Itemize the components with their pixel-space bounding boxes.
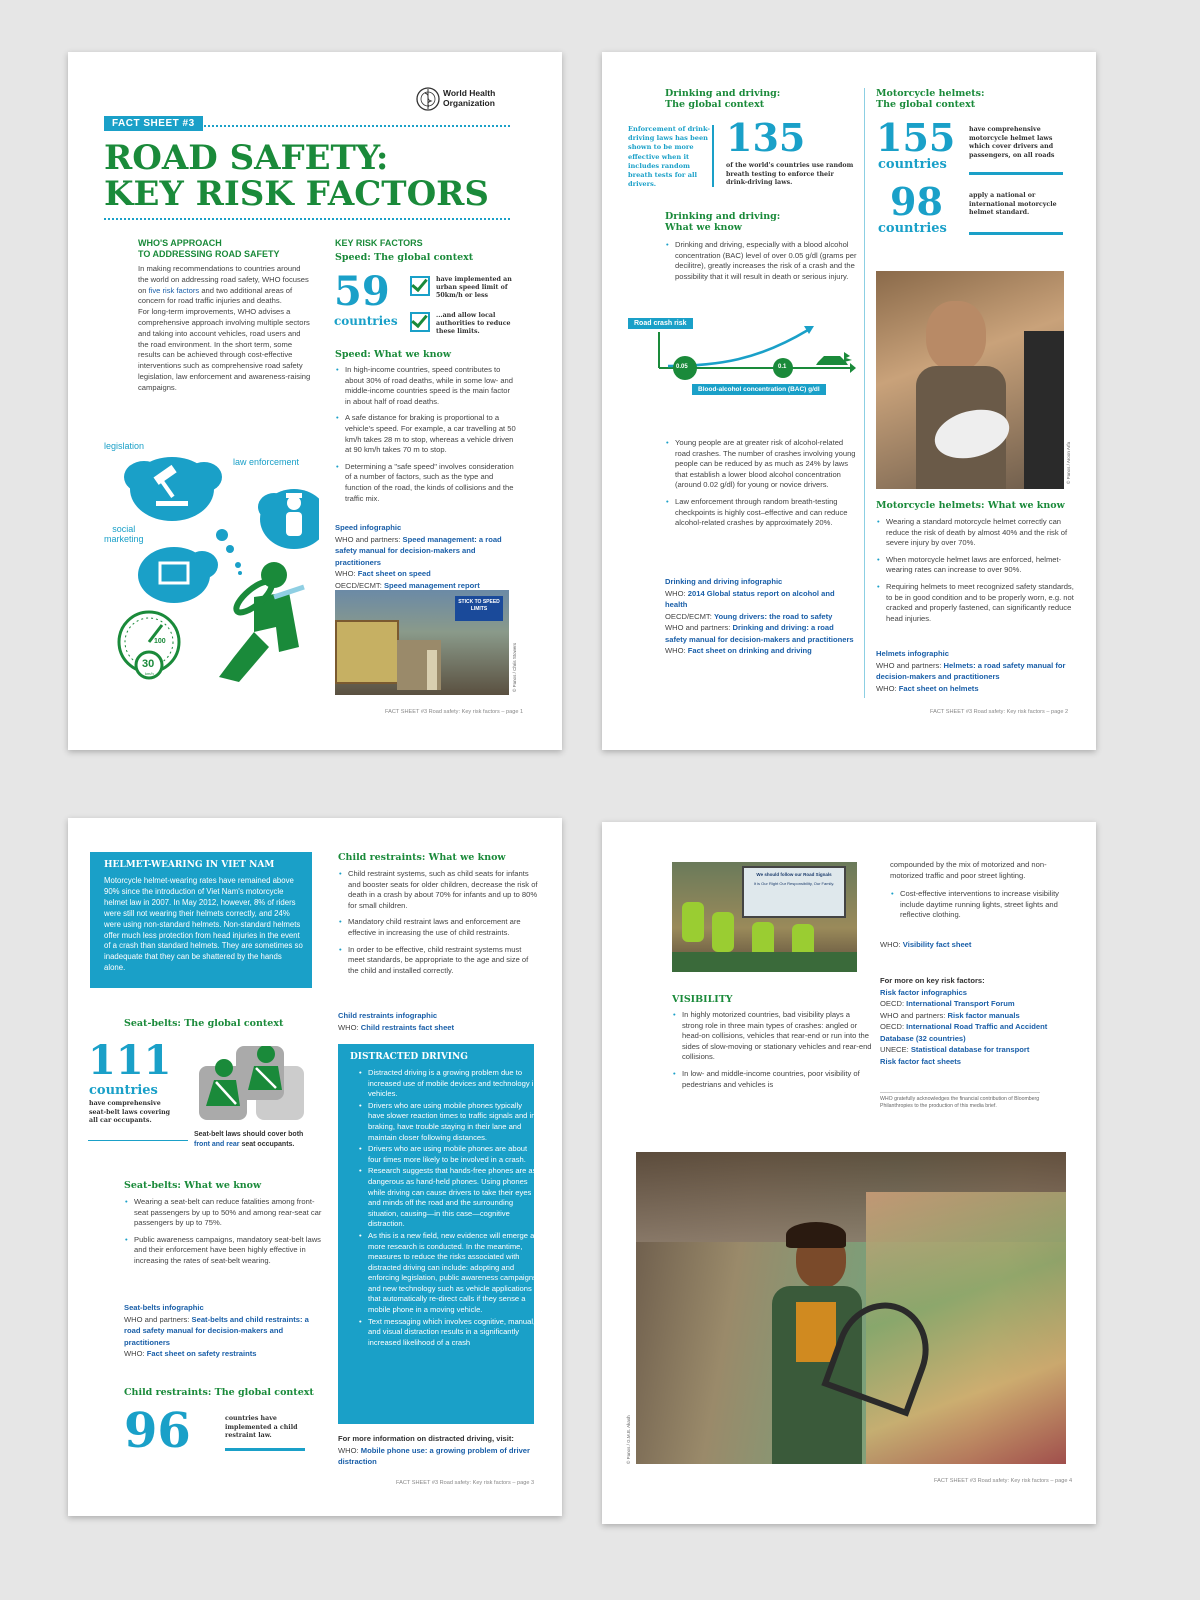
illus-law-label: law enforcement [233, 457, 300, 467]
more-l2-prefix: OECD: [880, 999, 907, 1008]
dd-links [665, 576, 855, 657]
mh-bullet-1: • Wearing a standard motorcycle helmet correctly can reduce the risk of death by almost 40% and the risk of severe injury by over 70%. [886, 517, 1076, 549]
sb-links [124, 1302, 314, 1360]
visibility-link-prefix: WHO: [880, 940, 903, 949]
road-safety-illustration [104, 447, 319, 687]
visibility-factsheet-link[interactable]: Visibility fact sheet [902, 940, 972, 949]
dist-bullet-2: • Drivers who are using mobile phones typically have slower reaction times to traffic signals and in braking, have trouble staying in their lane and maintain closer following distances. [368, 1101, 540, 1143]
cr-bullet-1: • Child restraint systems, such as child seats for infants and booster seats for older children, decrease the risk of death in a crash by about 70% for infants and up to 80% for small children. [348, 869, 540, 911]
distracted-bullets [358, 1068, 540, 1349]
mh-155-text: have comprehensive motorcycle helmet laws which cover drivers and passengers, on all roads [969, 126, 1055, 159]
dd-factsheet-link[interactable]: Fact sheet on drinking and driving [687, 646, 812, 655]
dd-135-number: 135 [726, 115, 806, 160]
five-risk-factors-link[interactable]: five risk factors [148, 285, 200, 295]
photo-credit-4: © Panos / G.M.B. Akash [626, 1415, 631, 1464]
vis-bullet-3: • Cost-effective interventions to increase visibility include daytime running lights, street lights and reflective clothing. [900, 889, 1080, 921]
speed-know-heading: Speed: What we know [335, 349, 452, 360]
crash-car-icon [816, 352, 852, 365]
sb-caption [194, 1130, 318, 1149]
graph-005-label: 0.05 [676, 364, 688, 370]
mh-155-rule [969, 172, 1063, 175]
distracted-link-prefix: WHO: [338, 1445, 361, 1455]
classroom-sign-line2: It is Our Right Our Responsibility, Our Family. [753, 881, 835, 886]
visibility-bullets [672, 1010, 872, 1096]
viet-nam-box [90, 852, 312, 988]
graph-risk-label: Road crash risk [628, 318, 693, 329]
viet-nam-heading: HELMET-WEARING IN VIET NAM [104, 860, 275, 870]
footer-page-2: FACT SHEET #3 Road safety: Key risk factors – page 2 [930, 709, 1069, 715]
mh-98-text: apply a national or international motorcycle helmet standard. [969, 192, 1057, 217]
sb-factsheet-link[interactable]: Fact sheet on safety restraints [146, 1349, 257, 1358]
fact-sheet-tag: FACT SHEET #3 [104, 116, 203, 131]
school-children-photo [672, 862, 857, 972]
speed-bullets [335, 365, 517, 510]
speed-factsheet-prefix: WHO: [335, 569, 358, 578]
speed-manual-prefix: WHO and partners: [335, 534, 403, 544]
viet-nam-text: Motorcycle helmet-wearing rates have remained above 90% since the introduction of Viet Nam's motorcycle helmet law in 2007. In May 2012, however, 8% of riders were still not wearing their helmets correctly, and 24% were using non-standard helmets. Non-standard helmets offer much less protection from head injuries in the event of a crash than standard helmets. They are sometimes so inadequate that they can be shattered by the hands alone. [104, 876, 303, 973]
cr-infographic-link[interactable]: Child restraints infographic [338, 1011, 438, 1020]
illus-social-label: social marketing [104, 524, 144, 544]
mh-155-countries: countries [878, 157, 947, 172]
unece-database-link[interactable]: Statistical database for transport [910, 1045, 1030, 1054]
speed-manual-link[interactable]: Speed management: a road safety manual for decision-makers and practitioners [335, 534, 502, 567]
gauge-30-label: 30 [142, 658, 155, 670]
sb-111-countries: countries [89, 1083, 158, 1098]
gavel-thought-bubble-icon [124, 457, 222, 521]
speed-infographic-link[interactable]: Speed infographic [335, 523, 402, 532]
helmets-manual-link[interactable]: Helmets: a road safety manual for decision-makers and practitioners [876, 660, 1066, 681]
gauge-kmh-label: km/h [145, 671, 154, 676]
sb-caption-highlight: front and rear [194, 1140, 240, 1148]
helmets-factsheet-prefix: WHO: [876, 683, 899, 693]
dist-bullet-5: • As this is a new field, new evidence will emerge as more research is conducted. In the meantime, measures to reduce the risks associated with distracted driving can include: adopting and enforcing legislation, public awareness campaigns and new technology such as vehicle applications that automatically re-direct calls if they sense a mobile phone in a moving vehicle. [368, 1231, 540, 1316]
cr-bullet-2: • Mandatory child restraint laws and enforcement are effective in increasing the use of child restraints. [348, 917, 540, 938]
cr-96-text: countries have implemented a child restraint law. [225, 1415, 298, 1440]
distracted-driving-box [338, 1044, 539, 1424]
cr-bullets [338, 869, 540, 982]
speed-checkbox-1-icon [410, 276, 430, 296]
dist-bullet-1: • Distracted driving is a growing problem due to increased use of mobile devices and technology in vehicles. [368, 1068, 540, 1100]
speed-report-link[interactable]: Speed management report [383, 580, 480, 590]
mh-context-heading: Motorcycle helmets: The global context [876, 88, 985, 110]
fact-sheet-page-4 [602, 822, 1096, 1524]
who-name: World Health Organization [443, 88, 496, 108]
tv-thought-bubble-icon [138, 547, 218, 603]
footer-page-1: FACT SHEET #3 Road safety: Key risk factors – page 1 [385, 709, 524, 715]
graph-01-label: 0.1 [778, 364, 787, 370]
dd-bullet-1: • Drinking and driving, especially with a blood alcohol concentration (BAC) level of over 0.05 g/dl (grams per decilitre), greatly increases the risk of a crash and the possibility that it will result in death or serious injury. [675, 240, 860, 282]
key-risk-factors-heading: KEY RISK FACTORS [335, 238, 423, 248]
dd-report-link[interactable]: 2014 Global status report on alcohol and health [665, 588, 835, 609]
speed-bullet-2: • A safe distance for braking is proportional to a vehicle's speed. For example, a car travelling at 50 km/h takes 28 m to stop, whereas a vehicle driven at 90 km/h takes 70 m to stop. [345, 413, 517, 455]
sb-caption-pre: Seat-belt laws should cover both [194, 1131, 304, 1138]
more-links [880, 975, 1070, 1067]
more-heading: For more on key risk factors: [880, 976, 985, 985]
helmets-infographic-link[interactable]: Helmets infographic [876, 649, 949, 658]
speed-factsheet-link[interactable]: Fact sheet on speed [357, 569, 431, 578]
risk-factor-factsheets-link[interactable]: Risk factor fact sheets [880, 1056, 962, 1066]
police-thought-bubble-icon [258, 489, 319, 549]
distracted-driving-heading: DISTRACTED DRIVING [350, 1052, 468, 1062]
dd-know-heading: Drinking and driving: What we know [665, 211, 781, 233]
more-l3-prefix: WHO and partners: [880, 1010, 948, 1020]
visibility-heading: VISIBILITY [672, 994, 733, 1005]
speed-report-prefix: OECD/ECMT: [335, 580, 384, 590]
dd-manual-link[interactable]: Drinking and driving: a road safety manual for decision-makers and practitioners [665, 623, 854, 644]
cr-links [338, 1010, 530, 1033]
dd-bullets-2 [665, 438, 860, 535]
approach-heading: WHO'S APPROACH TO ADDRESSING ROAD SAFETY [138, 238, 280, 259]
dd-bullet-2: • Young people are at greater risk of alcohol-related road crashes. The number of crashes involving young people can be reduced by as much as 24% by laws that establish a lower blood alcohol concentration (around 0.02 g/dl) for young or novice drivers. [675, 438, 860, 491]
speed-checkbox-2-icon [410, 312, 430, 332]
speed-links [335, 522, 515, 591]
speed-bullet-1: • In high-income countries, speed contributes to about 30% of road deaths, while in some low- and middle-income countries speed is the main factor in about half of road deaths. [345, 365, 517, 407]
cr-96-number: 96 [124, 1403, 191, 1459]
dist-bullet-3: • Drivers who are using mobile phones are about four times more likely to be involved in a crash. [368, 1144, 540, 1165]
visibility-bullets-2 [890, 889, 1080, 927]
distracted-links [338, 1433, 534, 1468]
cr-bullet-3: • In order to be effective, child restraint systems must meet standards, be appropriate to the age and size of the child and installed correctly. [348, 945, 540, 977]
speed-check-1-text: have implemented an urban speed limit of 50km/h or less [436, 276, 512, 299]
mh-bullet-3: • Requiring helmets to meet recognized safety standards, to be in good condition and to be properly worn, e.g. not cracked and properly fastened, can significantly reduce head injuries. [886, 582, 1076, 624]
sb-context-heading: Seat-belts: The global context [124, 1018, 284, 1029]
fact-sheet-page-3 [68, 818, 562, 1516]
more-l4-prefix: OECD: [880, 1022, 907, 1031]
footer-page-3: FACT SHEET #3 Road safety: Key risk factors – page 3 [396, 1480, 535, 1486]
speed-context-heading: Speed: The global context [335, 252, 474, 263]
seatbelt-passengers-icon [194, 1046, 314, 1126]
speed-bullet-3: • Determining a "safe speed" involves consideration of a number of factors, such as the type and function of the road, the kinds of collisions and the traffic mix. [345, 462, 517, 504]
sb-111-number: 111 [88, 1037, 172, 1084]
bac-risk-curve [628, 318, 856, 412]
sb-infographic-link[interactable]: Seat-belts infographic [124, 1303, 204, 1312]
speed-limit-sign: STICK TO SPEED LIMITS [455, 596, 503, 621]
sb-know-heading: Seat-belts: What we know [124, 1180, 262, 1191]
sb-bullet-1: • Wearing a seat-belt can reduce fatalities among front-seat passengers by up to 50% and among rear-seat car passengers by up to 75%. [134, 1197, 324, 1229]
sb-caption-post: seat occupants. [239, 1140, 295, 1148]
street-bus-photo [335, 590, 509, 695]
vis-bullet-1: • In highly motorized countries, bad visibility plays a strong role in three main types of crashes: angled or head-on collisions, vehicles that rear-end or run into the sides of slow-moving or stationary vehicles and rear-end collisions. [682, 1010, 872, 1063]
approach-p2: For long-term improvements, WHO advises a comprehensive approach involving multiple sectors and taking into account vehicles, road users and the road environment. In the short term, some results can be achieved through cost-effective interventions such as comprehensive road safety legislation, law enforcement and awareness-raising campaigns. [138, 307, 311, 392]
speed-59-number: 59 [334, 268, 390, 315]
woman-helmet-photo [876, 271, 1064, 489]
dd-bullets-1 [665, 240, 860, 288]
title-dotted-rule-top [200, 125, 510, 127]
boy-traffic-photo [636, 1152, 1066, 1464]
who-logo [416, 87, 511, 113]
risk-factor-manuals-link[interactable]: Risk factor manuals [947, 1010, 1020, 1020]
sb-manual-prefix: WHO and partners: [124, 1314, 192, 1324]
graph-axis-label: Blood-alcohol concentration (BAC) g/dl [692, 384, 826, 395]
cr-context-heading: Child restraints: The global context [124, 1387, 314, 1398]
photo-credit-1: © Panos / Chris Stowers [512, 642, 517, 692]
dd-young-prefix: OECD/ECMT: [665, 611, 714, 621]
sb-bullets [124, 1197, 324, 1273]
helmets-manual-prefix: WHO and partners: [876, 660, 944, 670]
mh-98-rule [969, 232, 1063, 235]
mh-links [876, 648, 1076, 694]
dd-bracket [712, 125, 720, 187]
dd-bullet-3: • Law enforcement through random breath-testing checkpoints is highly cost–effective and can reduce alcohol-related crashes by approximately 20%. [675, 497, 860, 529]
distracted-more-text: For more information on distracted driving, visit: [338, 1434, 514, 1443]
irtad-link[interactable]: International Road Traffic and Accident Database (32 countries) [880, 1022, 1048, 1043]
mh-98-number: 98 [890, 179, 943, 224]
dd-infographic-link[interactable]: Drinking and driving infographic [665, 577, 783, 586]
approach-text [138, 264, 313, 394]
sb-bullet-2: • Public awareness campaigns, mandatory seat-belt laws and their enforcement have been highly effective in increasing the rates of seat-belt wearing. [134, 1235, 324, 1267]
footer-page-4: FACT SHEET #3 Road safety: Key risk factors – page 4 [934, 1478, 1073, 1484]
more-l5-prefix: UNECE: [880, 1045, 911, 1054]
dd-factsheet-prefix: WHO: [665, 646, 688, 655]
mh-know-heading: Motorcycle helmets: What we know [876, 500, 1065, 511]
mh-98-countries: countries [878, 221, 947, 236]
dd-report-prefix: WHO: [665, 588, 688, 598]
cr-know-heading: Child restraints: What we know [338, 852, 506, 863]
cr-factsheet-link[interactable]: Child restraints fact sheet [360, 1022, 455, 1032]
approach-p1-a: In making recommendations to countries around the world on addressing road safety, WHO focuses on [138, 264, 309, 295]
fact-sheet-page-2 [602, 52, 1096, 750]
column-divider [864, 88, 865, 698]
page-title-line1: ROAD SAFETY: [104, 138, 389, 178]
mh-bullet-2: • When motorcycle helmet laws are enforced, helmet-wearing rates can increase to over 90%. [886, 555, 1076, 576]
who-emblem-icon [416, 87, 440, 111]
visibility-continued: compounded by the mix of motorized and non-motorized traffic and poor street lighting. [890, 860, 1047, 880]
risk-factor-infographics-link[interactable]: Risk factor infographics [880, 987, 967, 997]
dd-135-text: of the world's countries use random breath testing to enforce their drink-driving laws. [726, 162, 854, 187]
dd-context-heading: Drinking and driving: The global context [665, 88, 781, 110]
gauge-100-label: 100 [154, 638, 166, 645]
acknowledgement: WHO gratefully acknowledges the financial contribution of Bloomberg Philanthropies to the production of this media brief. [880, 1092, 1040, 1110]
dd-young-link[interactable]: Young drivers: the road to safety [713, 611, 833, 621]
sb-divider [88, 1140, 188, 1141]
title-dotted-rule-bottom [104, 218, 510, 220]
transport-forum-link[interactable]: International Transport Forum [906, 999, 1015, 1008]
mh-155-number: 155 [876, 115, 956, 160]
cr-96-rule [225, 1448, 305, 1451]
dist-bullet-6: • Text messaging which involves cognitive, manual, and visual distraction results in a significantly increased likelihood of a crash [368, 1317, 540, 1349]
speed-check-2-text: ...and allow local authorities to reduce these limits. [436, 312, 511, 335]
classroom-sign-line1: We should follow our Road Signals [756, 872, 832, 877]
dd-manual-prefix: WHO and partners: [665, 623, 733, 632]
photo-credit-2: © Panos / Aroon Arfa [1066, 441, 1071, 484]
cr-factsheet-prefix: WHO: [338, 1022, 361, 1032]
sb-manual-link[interactable]: Seat-belts and child restraints: a road safety manual for decision-makers and practitioners [124, 1314, 309, 1347]
sb-factsheet-prefix: WHO: [124, 1349, 147, 1358]
mh-bullets [876, 517, 1076, 630]
illus-legislation-label: legislation [104, 441, 145, 451]
vis-bullet-2: • In low- and middle-income countries, poor visibility of pedestrians and vehicles is [682, 1069, 872, 1090]
helmets-factsheet-link[interactable]: Fact sheet on helmets [898, 683, 979, 693]
sb-111-text: have comprehensive seat-belt laws covering all car occupants. [89, 1100, 171, 1125]
dist-bullet-4: • Research suggests that hands-free phones are as dangerous as hand-held phones. Using phones while driving can cause drivers to take their eyes and minds off the road and the surrounding situation, causing—in this case—cognitive distraction. [368, 1166, 540, 1230]
approach-p1-b: and two additional areas of concern for road traffic injuries and deaths. [138, 285, 293, 306]
dd-side-text: Enforcement of drink-driving laws has been shown to be more effective when it includes random breath tests for all drivers. [628, 125, 710, 189]
page-title-line2: KEY RISK FACTORS [104, 174, 489, 214]
mobile-phone-link[interactable]: Mobile phone use: a growing problem of driver distraction [338, 1445, 530, 1466]
visibility-link [880, 939, 1070, 951]
fact-sheet-page-1 [68, 52, 562, 750]
bac-graph [628, 318, 856, 412]
driver-figure-icon [219, 562, 304, 682]
speed-countries-label: countries [334, 314, 398, 328]
